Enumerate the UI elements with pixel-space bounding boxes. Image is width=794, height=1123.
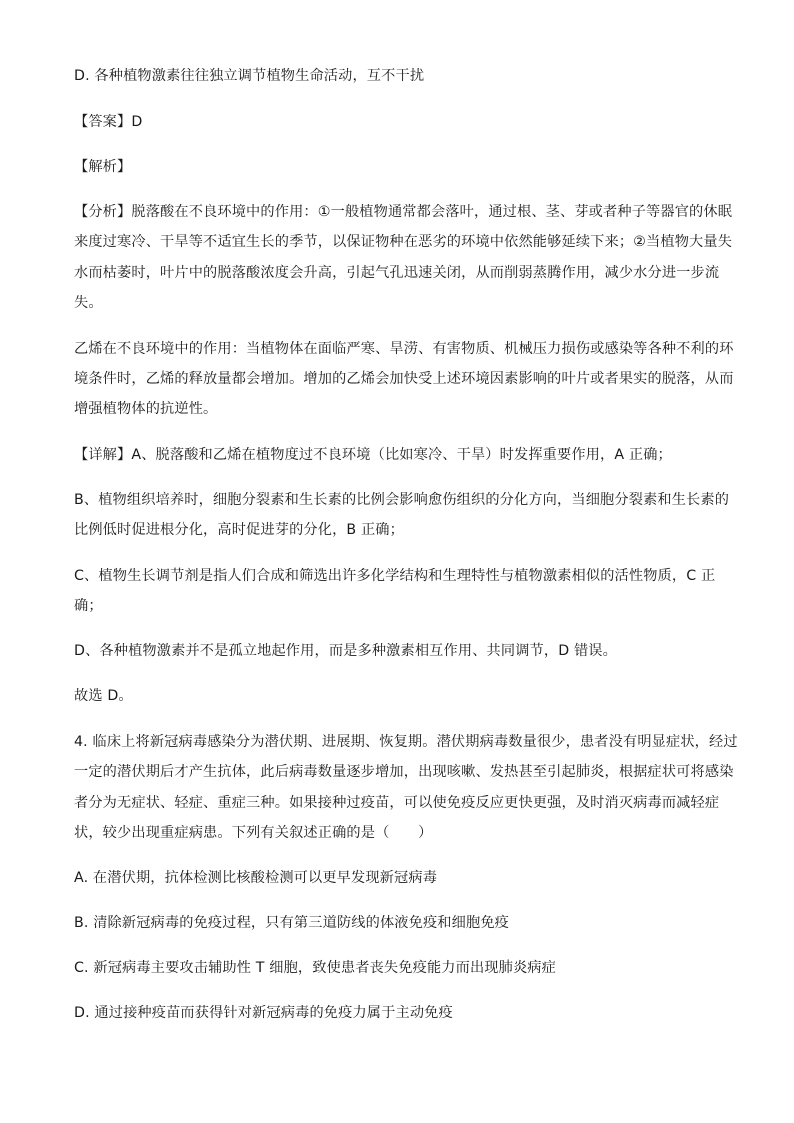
q3-ethylene-line: 乙烯在不良环境中的作用：当植物体在面临严寒、旱涝、有害物质、机械压力损伤或感染等各种不利的环 — [74, 341, 734, 357]
q3-option-d: D. 各种植物激素往往独立调节植物生命活动，互不干扰 — [74, 68, 425, 84]
q3-analysis-line: 【分析】脱落酸在不良环境中的作用：①一般植物通常都会落叶，通过根、茎、芽或者种子等器官的休眠 — [74, 204, 733, 220]
q3-detail-c: C、植物生长调节剂是指人们合成和筛选出许多化学结构和生理特性与植物激素相似的活性物质，C 正 — [74, 568, 716, 584]
q3-detail-a: 【详解】A、脱落酸和乙烯在植物度过不良环境（比如寒冷、干旱）时发挥重要作用，A 正确； — [74, 447, 672, 463]
q3-detail-c: 确； — [74, 598, 103, 614]
q3-conclusion: 故选 D。 — [74, 688, 133, 704]
q4-stem-line: 者分为无症状、轻症、重症三种。如果接种过疫苗，可以使免疫反应更快更强，及时消灭病毒而减轻症 — [74, 795, 720, 811]
q3-detail-b: B、植物组织培养时，细胞分裂素和生长素的比例会影响愈伤组织的分化方向，当细胞分裂素和生长素的 — [74, 492, 730, 508]
q4-stem-line: 状，较少出现重症病患。下列有关叙述正确的是（ ） — [74, 825, 433, 841]
q4-option-c: C. 新冠病毒主要攻击辅助性 T 细胞，致使患者丧失免疫能力而出现肺炎病症 — [74, 960, 556, 976]
q4-option-b: B. 清除新冠病毒的免疫过程，只有第三道防线的体液免疫和细胞免疫 — [74, 915, 509, 931]
q3-detail-b: 比例低时促进根分化，高时促进芽的分化，B 正确； — [74, 522, 404, 538]
q4-stem-line: 4. 临床上将新冠病毒感染分为潜伏期、进展期、恢复期。潜伏期病毒数量很少，患者没有明显症状，经过 — [74, 734, 738, 750]
q4-stem-line: 一定的潜伏期后才产生抗体，此后病毒数量逐步增加，出现咳嗽、发热甚至引起肺炎，根据症状可将感染 — [74, 764, 734, 780]
q3-analysis-heading: 【解析】 — [74, 159, 132, 175]
q3-ethylene-line: 增强植物体的抗逆性。 — [74, 401, 218, 417]
q3-answer: 【答案】D — [74, 114, 143, 130]
q4-option-a: A. 在潜伏期，抗体检测比核酸检测可以更早发现新冠病毒 — [74, 870, 438, 886]
q3-ethylene-line: 境条件时，乙烯的释放量都会增加。增加的乙烯会加快受上述环境因素影响的叶片或者果实的脱落，从而 — [74, 371, 734, 387]
q3-detail-d: D、各种植物激素并不是孤立地起作用，而是多种激素相互作用、共同调节，D 错误。 — [74, 643, 617, 659]
q4-option-d: D. 通过接种疫苗而获得针对新冠病毒的免疫力属于主动免疫 — [74, 1005, 453, 1021]
q3-analysis-line: 来度过寒冷、干旱等不适宜生长的季节，以保证物种在恶劣的环境中依然能够延续下来；②当植物大量失 — [74, 234, 733, 250]
q3-analysis-line: 水而枯萎时，叶片中的脱落酸浓度会升高，引起气孔迅速关闭，从而削弱蒸腾作用，减少水分进一步流 — [74, 265, 720, 281]
q3-analysis-line: 失。 — [74, 295, 103, 311]
